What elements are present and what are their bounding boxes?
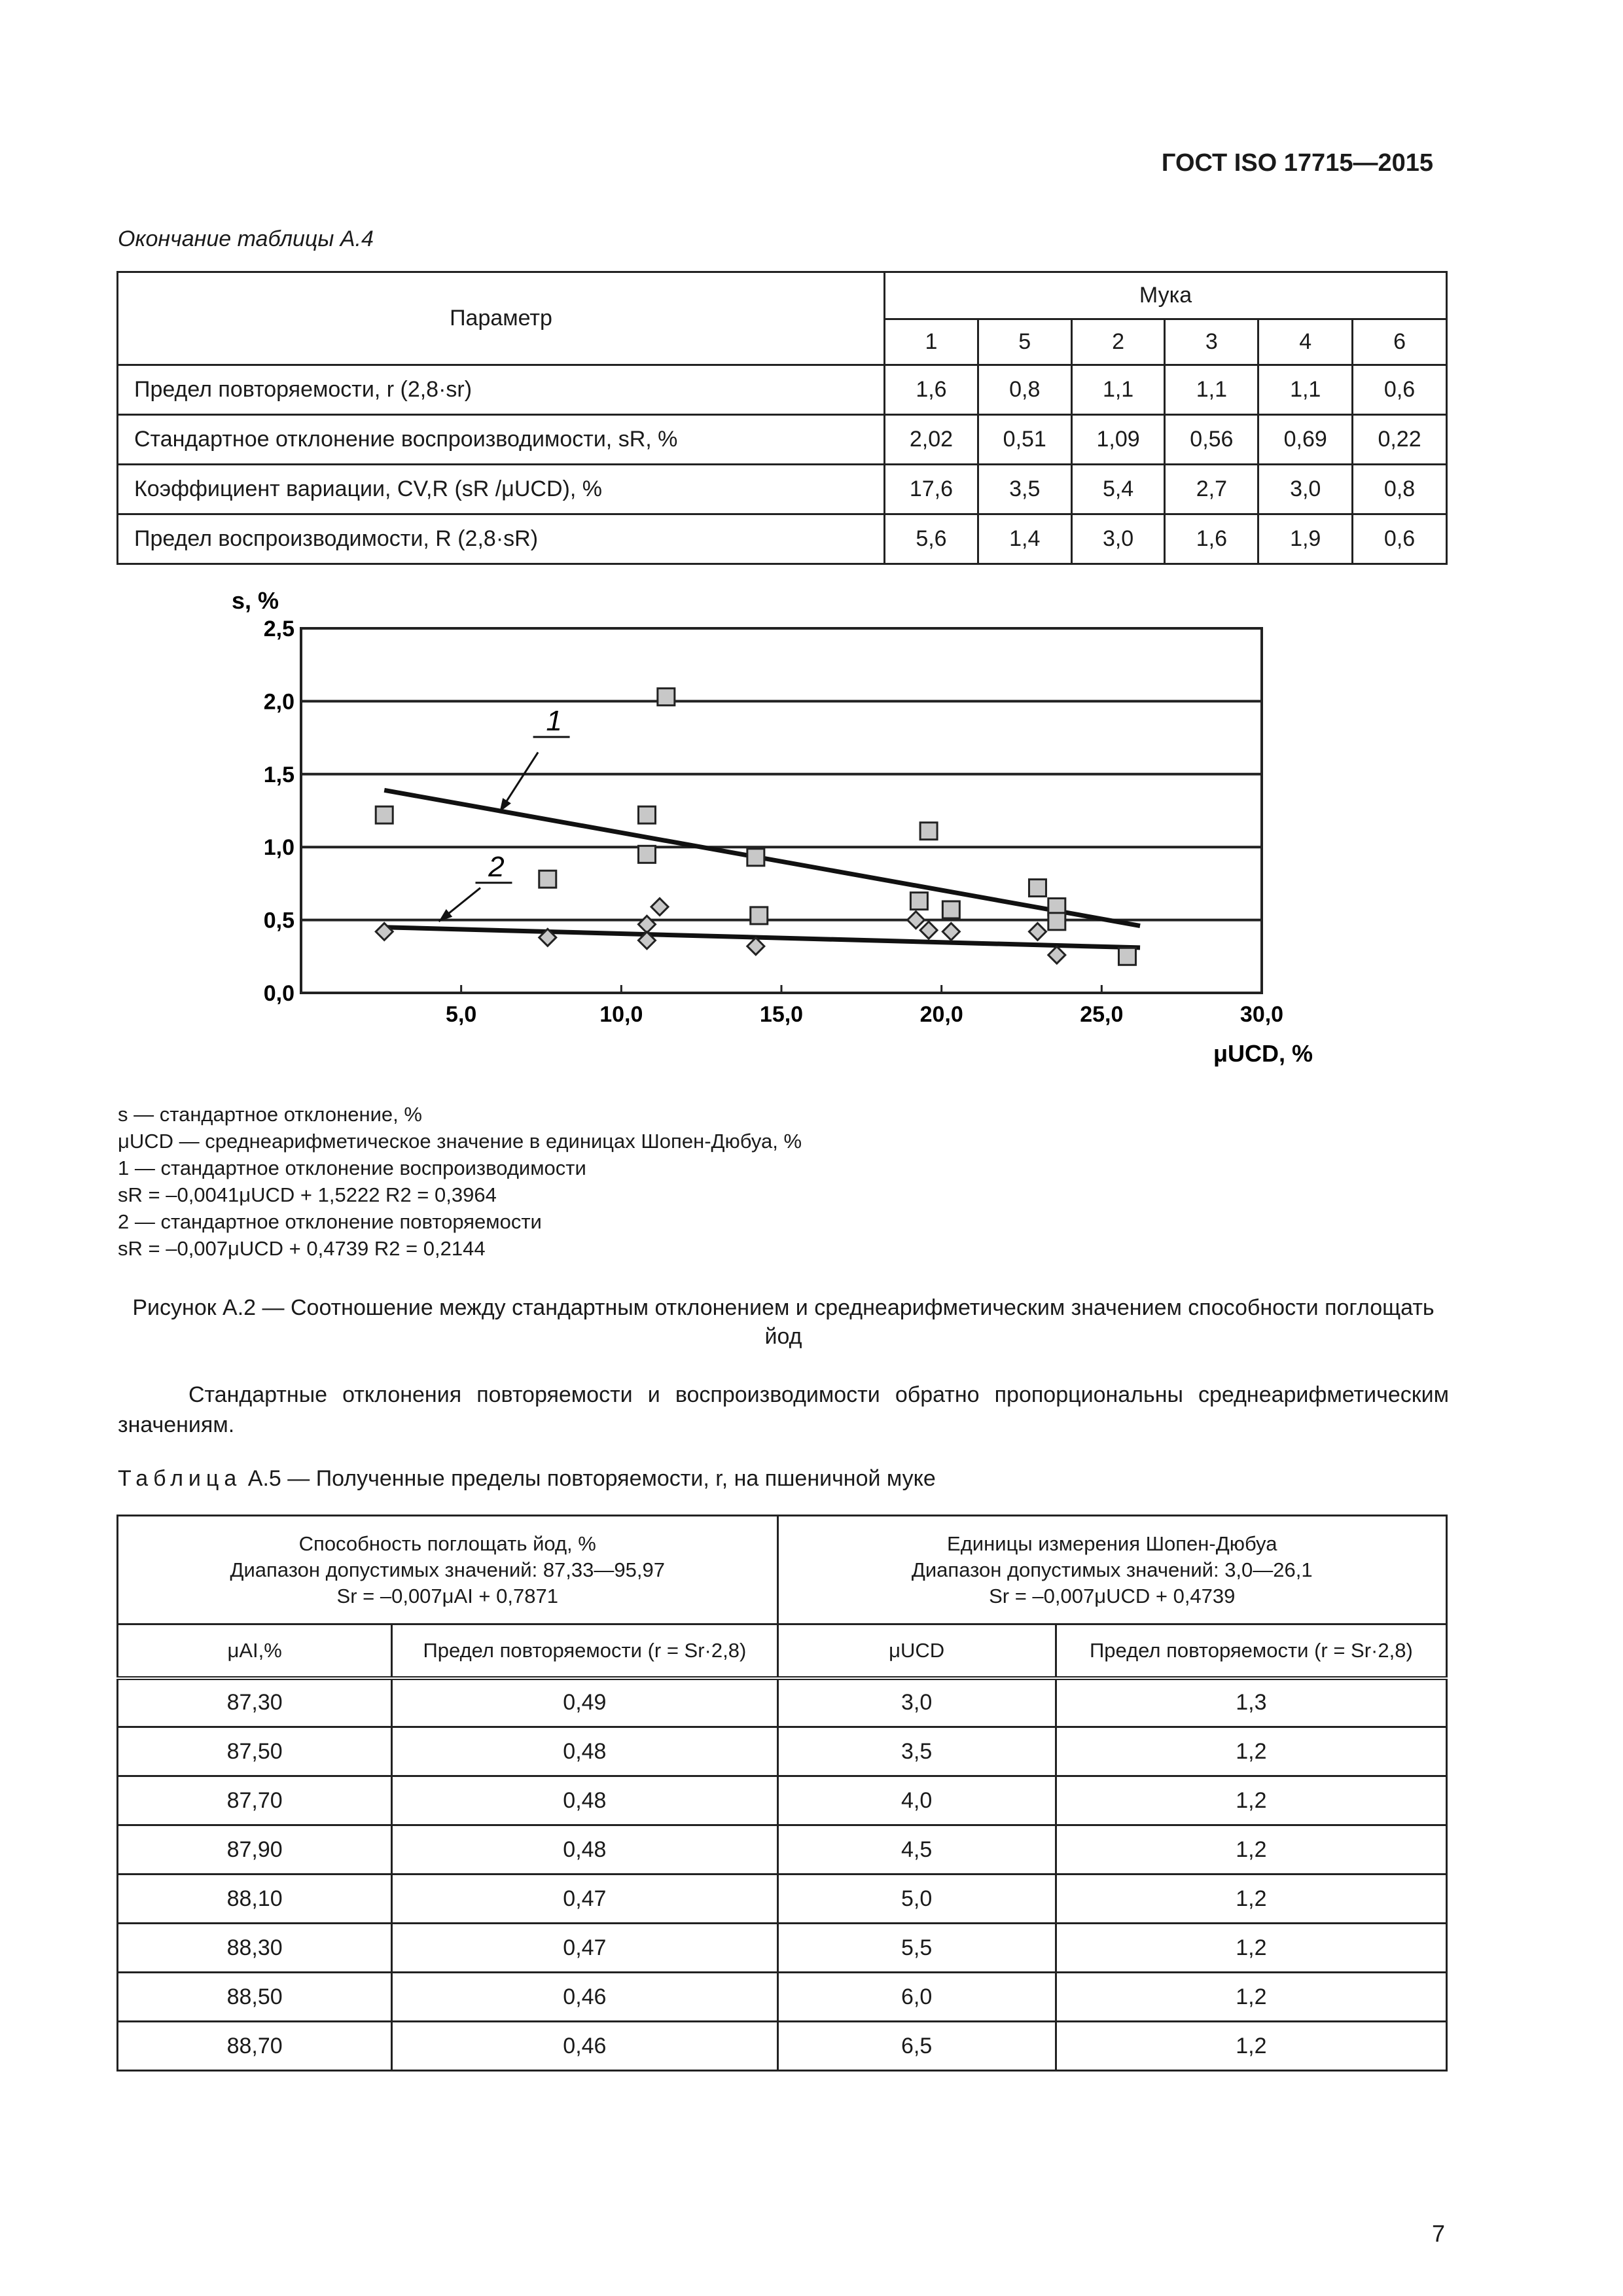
right-group-line: Sr = –0,007μUCD + 0,4739	[989, 1584, 1236, 1607]
scatter-chart	[0, 576, 1623, 1100]
column-header: 6	[1353, 319, 1447, 365]
cell-value: 0,49	[392, 1678, 777, 1727]
table-row	[118, 1727, 1447, 1776]
param-header: Параметр	[118, 272, 885, 365]
document-standard-number: ГОСТ ISO 17715—2015	[1161, 149, 1433, 177]
data-point-diamond	[1029, 923, 1046, 940]
table-a5-title	[118, 1466, 936, 1492]
data-point-square	[539, 870, 556, 888]
table-a4-caption: Окончание таблицы А.4	[118, 226, 374, 251]
cell-value: 0,46	[392, 1973, 777, 2022]
cell-value: 88,10	[118, 1874, 392, 1924]
cell-value: 1,2	[1056, 1727, 1446, 1776]
cell-value: 1,09	[1071, 415, 1165, 465]
x-tick-label: 20,0	[919, 1002, 963, 1027]
cell-value: 0,48	[392, 1825, 777, 1874]
table-row	[118, 1776, 1447, 1825]
right-group-line: Диапазон допустимых значений: 3,0—26,1	[911, 1558, 1313, 1581]
cell-value: 4,0	[777, 1776, 1056, 1825]
cell-value: 3,0	[777, 1678, 1056, 1727]
cell-value: 1,6	[885, 365, 978, 415]
data-point-square	[751, 907, 768, 924]
cell-value: 0,8	[1353, 465, 1447, 514]
data-point-diamond	[651, 899, 668, 916]
cell-value: 0,22	[1353, 415, 1447, 465]
page-number: 7	[1431, 2220, 1445, 2247]
table-a5	[116, 1515, 1448, 2072]
data-point-square	[942, 901, 959, 918]
cell-value: 1,2	[1056, 1973, 1446, 2022]
column-header: 1	[885, 319, 978, 365]
data-point-square	[638, 806, 655, 823]
left-group-line: Sr = –0,007μAI + 0,7871	[336, 1584, 558, 1607]
cell-value: 6,5	[777, 2022, 1056, 2071]
cell-value: 17,6	[885, 465, 978, 514]
table-row	[118, 1874, 1447, 1924]
y-axis-label: s, %	[231, 587, 279, 614]
flour-group-header: Мука	[885, 272, 1447, 319]
legend-line: sR = –0,0041μUCD + 1,5222 R2 = 0,3964	[118, 1183, 497, 1206]
y-tick-label: 2,0	[263, 689, 294, 715]
legend-line: μUCD — среднеарифметическое значение в единицах Шопен-Дюбуа, %	[118, 1130, 802, 1153]
data-point-square	[1118, 948, 1135, 965]
y-tick-label: 1,5	[263, 762, 294, 787]
cell-value: 5,4	[1071, 465, 1165, 514]
data-point-diamond	[1048, 946, 1065, 963]
cell-value: 5,6	[885, 514, 978, 564]
data-point-square	[1048, 913, 1065, 930]
cell-value: 3,5	[978, 465, 1071, 514]
column-header: Предел повторяемости (r = Sr·2,8)	[1056, 1624, 1446, 1678]
column-header: 5	[978, 319, 1071, 365]
column-header: μUCD	[777, 1624, 1056, 1678]
cell-value: 1,1	[1071, 365, 1165, 415]
cell-value: 0,69	[1258, 415, 1353, 465]
trendline-label: 1	[546, 704, 562, 737]
column-header: Предел повторяемости (r = Sr·2,8)	[392, 1624, 777, 1678]
data-point-square	[638, 846, 655, 863]
cell-value: 1,2	[1056, 2022, 1446, 2071]
cell-value: 0,6	[1353, 365, 1447, 415]
cell-value: 3,0	[1258, 465, 1353, 514]
table-row	[118, 1825, 1447, 1874]
y-tick-label: 0,0	[263, 981, 294, 1006]
cell-value: 0,47	[392, 1924, 777, 1973]
row-label: Предел повторяемости, r (2,8·sr)	[118, 365, 885, 415]
cell-value: 0,8	[978, 365, 1071, 415]
cell-value: 1,3	[1056, 1678, 1446, 1727]
cell-value: 87,90	[118, 1825, 392, 1874]
cell-value: 5,0	[777, 1874, 1056, 1924]
cell-value: 87,50	[118, 1727, 392, 1776]
figure-caption: Рисунок А.2 — Соотношение между стандартным отклонением и среднеарифметическим значением способности поглощать йод	[132, 1295, 1435, 1349]
cell-value: 1,6	[1165, 514, 1258, 564]
row-label: Предел воспроизводимости, R (2,8·sR)	[118, 514, 885, 564]
cell-value: 87,30	[118, 1678, 392, 1727]
cell-value: 0,6	[1353, 514, 1447, 564]
body-paragraph: Стандартные отклонения повторяемости и воспроизводимости обратно пропорциональны среднеарифметическим значениям.	[118, 1382, 1449, 1437]
row-label: Стандартное отклонение воспроизводимости, sR, %	[118, 415, 885, 465]
y-tick-label: 1,0	[263, 835, 294, 861]
cell-value: 1,4	[978, 514, 1071, 564]
x-axis-label: μUCD, %	[1213, 1040, 1313, 1067]
cell-value: 1,2	[1056, 1776, 1446, 1825]
cell-value: 0,47	[392, 1874, 777, 1924]
y-tick-label: 2,5	[263, 617, 294, 641]
table-row	[118, 1973, 1447, 2022]
column-header: 3	[1165, 319, 1258, 365]
cell-value: 6,0	[777, 1973, 1056, 2022]
cell-value: 1,1	[1258, 365, 1353, 415]
column-header: 2	[1071, 319, 1165, 365]
data-point-square	[1029, 880, 1046, 897]
data-point-diamond	[908, 912, 925, 929]
x-tick-label: 15,0	[759, 1002, 804, 1027]
cell-value: 3,0	[1071, 514, 1165, 564]
cell-value: 0,48	[392, 1727, 777, 1776]
table-word: Таблица	[118, 1466, 242, 1491]
cell-value: 2,02	[885, 415, 978, 465]
data-point-diamond	[747, 938, 764, 955]
cell-value: 88,50	[118, 1973, 392, 2022]
cell-value: 1,2	[1056, 1874, 1446, 1924]
table-row	[118, 1678, 1447, 1727]
cell-value: 1,2	[1056, 1924, 1446, 1973]
data-point-diamond	[638, 916, 655, 933]
cell-value: 1,9	[1258, 514, 1353, 564]
legend-line: 2 — стандартное отклонение повторяемости	[118, 1210, 542, 1233]
data-point-square	[920, 823, 937, 840]
table-title-text: А.5 — Полученные пределы повторяемости, r, на пшеничной муке	[247, 1466, 936, 1491]
right-group-line: Единицы измерения Шопен-Дюбуа	[947, 1532, 1277, 1555]
cell-value: 1,2	[1056, 1825, 1446, 1874]
table-row	[118, 1924, 1447, 1973]
table-a4	[116, 271, 1448, 565]
legend-line: sR = –0,007μUCD + 0,4739 R2 = 0,2144	[118, 1237, 486, 1260]
cell-value: 3,5	[777, 1727, 1056, 1776]
cell-value: 1,1	[1165, 365, 1258, 415]
cell-value: 88,30	[118, 1924, 392, 1973]
column-header: 4	[1258, 319, 1353, 365]
left-group-line: Способность поглощать йод, %	[298, 1532, 596, 1555]
cell-value: 0,56	[1165, 415, 1258, 465]
data-point-square	[658, 689, 675, 706]
cell-value: 0,48	[392, 1776, 777, 1825]
x-tick-label: 5,0	[446, 1002, 477, 1027]
data-point-diamond	[920, 922, 937, 939]
cell-value: 4,5	[777, 1825, 1056, 1874]
right-group-header	[777, 1516, 1447, 1624]
column-header: μAI,%	[118, 1624, 392, 1678]
legend-line: s — стандартное отклонение, %	[118, 1103, 422, 1126]
cell-value: 87,70	[118, 1776, 392, 1825]
data-point-square	[747, 849, 764, 866]
left-group-header	[118, 1516, 778, 1624]
left-group-line: Диапазон допустимых значений: 87,33—95,97	[230, 1558, 665, 1581]
trendline-label: 2	[488, 850, 505, 883]
data-point-diamond	[942, 923, 959, 940]
figure-legend	[118, 1101, 802, 1262]
x-tick-label: 10,0	[599, 1002, 643, 1027]
x-tick-label: 25,0	[1080, 1002, 1124, 1027]
data-point-square	[910, 893, 927, 910]
x-tick-label: 30,0	[1240, 1002, 1284, 1027]
data-point-square	[376, 806, 393, 823]
cell-value: 0,46	[392, 2022, 777, 2071]
cell-value: 88,70	[118, 2022, 392, 2071]
row-label: Коэффициент вариации, CV,R (sR /μUCD), %	[118, 465, 885, 514]
legend-line: 1 — стандартное отклонение воспроизводимости	[118, 1157, 586, 1179]
cell-value: 0,51	[978, 415, 1071, 465]
y-tick-label: 0,5	[263, 908, 294, 933]
cell-value: 5,5	[777, 1924, 1056, 1973]
cell-value: 2,7	[1165, 465, 1258, 514]
table-row	[118, 2022, 1447, 2071]
